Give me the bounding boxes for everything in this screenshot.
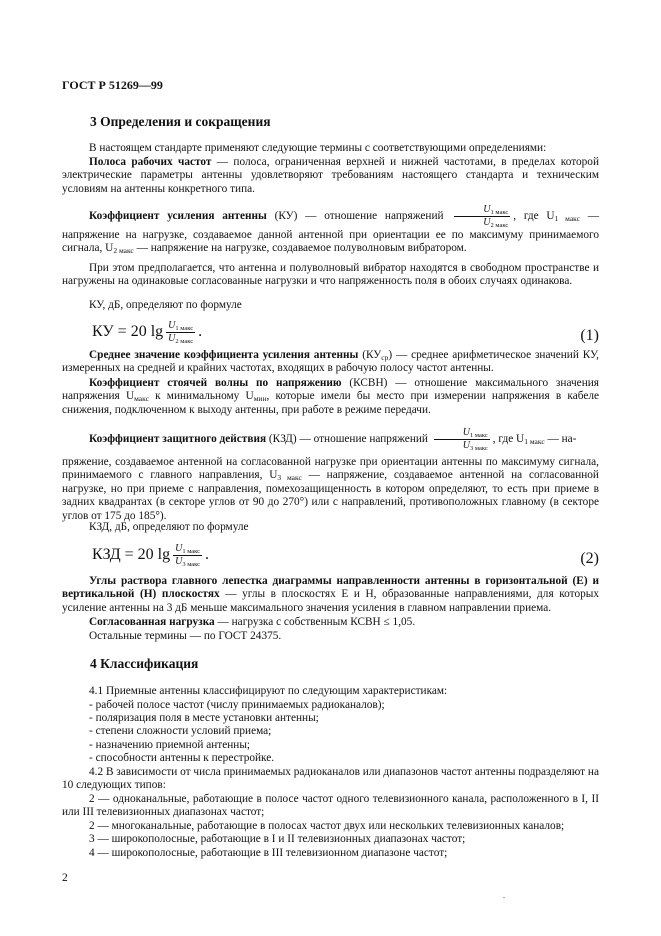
ku-fraction: [454, 204, 510, 229]
band-term: Полоса рабочих частот: [89, 156, 212, 168]
avg-abbr: (КУ: [358, 349, 382, 361]
avg-def: ) — среднее арифметическое значений КУ, измеренных на средней и крайних частотах, входящих в рабочую полосу частот антенны.: [62, 349, 599, 375]
clause-4-1: 4.1 Приемные антенны классифицируют по следующим характеристикам:: [89, 685, 448, 697]
load-definition: [62, 616, 599, 629]
kzd-frac-den-sub: 3 макс: [470, 445, 488, 452]
eq1-den: U: [168, 333, 176, 344]
other-terms: Остальные термины — по ГОСТ 24375.: [89, 630, 282, 642]
eq1-den-sub: 2 макс: [175, 338, 194, 345]
eq2-lhs: КЗД = 20 lg: [92, 546, 171, 564]
ksvn-def1: (КСВН) — отношение максимального значения напряжения U: [62, 377, 599, 403]
ku-def1: — напряжение на нагрузке, создаваемое данной антенной при ориентации ее по максимуму принимаемого сигнала, U: [62, 210, 600, 255]
kzd-formula-intro: КЗД, дБ, определяют по формуле: [89, 521, 249, 533]
angles-term: Углы раствора главного лепестка диаграммы направленности антенны в горизонтальной (Е) и вертикальной (Н) плоскостях: [62, 575, 599, 601]
footer-mark: .: [503, 891, 505, 900]
ku-frac-den: U: [483, 217, 491, 228]
ku-frac-den-sub: 2 макс: [490, 222, 509, 229]
kzd-definition-cont: [62, 456, 599, 523]
section-3-title: 3 Определения и сокращения: [90, 114, 271, 129]
list-item: - способности антенны к перестройке.: [89, 752, 275, 764]
eq2-num-sub: 1 макс: [182, 548, 201, 555]
kzd-def1: пряжение, создаваемое антенной на согласованной нагрузке при ориентации антенны по максимуму сигнала, принимаемого с главного направления, U: [62, 456, 599, 482]
type-item: 2 — многоканальные, работающие в полосах частот двух или нескольких телевизионных каналов;: [89, 820, 565, 832]
kzd-frac-den: U: [462, 440, 471, 451]
kzd-def2: — напряжение, создаваемое антенной на согласованной нагрузке, но при приеме с направления, помехозащищенность в котором определяют, то есть при приеме в задних квадрантах (в секторе углов от 90 до 270°) или с направлений, противоположных главному (в секторе углов от 175 до 185°).: [62, 469, 599, 522]
page-number: 2: [62, 872, 68, 884]
eq1-lhs: КУ = 20 lg: [92, 323, 164, 341]
eq2-number: (2): [580, 550, 599, 567]
kzd-abbr: (КЗД) — отношение напряжений: [266, 433, 431, 446]
equation-2: [62, 543, 599, 571]
kzd-definition: [62, 427, 599, 452]
document-header: ГОСТ Р 51269—99: [62, 78, 163, 92]
list-item: - поляризация поля в месте установки антенны;: [89, 712, 319, 724]
ksvn-definition: [62, 377, 599, 417]
ku-where: , где U: [513, 210, 555, 223]
kzd-frac-num: U: [462, 427, 471, 438]
kzd-fraction: [434, 427, 490, 452]
ku-term: Коэффициент усиления антенны: [89, 210, 267, 223]
load-def: — нагрузка с собственным КСВН ≤ 1,05.: [214, 616, 416, 628]
intro-text: В настоящем стандарте применяют следующие термины с соответствующими определениями:: [89, 142, 547, 154]
ksvn-def2: к минимальному U: [148, 390, 254, 403]
eq1-tail: .: [198, 323, 203, 341]
eq1-num: U: [168, 320, 176, 331]
eq2-den: U: [175, 556, 183, 567]
angles-definition: [62, 575, 599, 615]
equation-1: [62, 320, 599, 348]
list-item: - рабочей полосе частот (числу принимаемых радиоканалов);: [89, 699, 385, 711]
ksvn-term: Коэффициент стоячей волны по напряжению: [89, 377, 342, 389]
eq2-num: U: [175, 543, 183, 554]
ku-abbr: (КУ) — отношение напряжений: [266, 210, 452, 223]
kzd-frac-num-sub: 1 макс: [470, 432, 488, 439]
eq2-tail: .: [205, 546, 210, 564]
ku-frac-num-sub: 1 макс: [490, 209, 509, 216]
list-item: - степени сложности условий приема;: [89, 725, 272, 737]
ku-frac-num: U: [483, 204, 491, 215]
band-def: — полоса, ограниченная верхней и нижней частотами, в пределах которой электрические параметры антенны удовлетворяют требованиям настоящего стандарта и техническим условиям на антенны конкретного типа.: [62, 156, 599, 195]
ku-formula-intro: КУ, дБ, определяют по формуле: [89, 299, 242, 311]
type-item: 3 — широкополосные, работающие в I и II телевизионных диапазонах частот;: [89, 833, 466, 845]
kzd-where-sub: 1 макс: [524, 437, 545, 447]
ku-note: При этом предполагается, что антенна и полуволновый вибратор находятся в свободном пространстве и нагружены на одинаковые согласованные нагрузки и что напряженность поля в обоих случаях одинакова.: [62, 262, 599, 288]
clause-4-2: 4.2 В зависимости от числа принимаемых радиоканалов или диапазонов частот антенны подразделяют на 10 следующих типов:: [62, 766, 599, 792]
ku-def2: — напряжение на нагрузке, создаваемое полуволновым вибратором.: [133, 242, 467, 255]
eq2-den-sub: 3 макс: [182, 561, 201, 568]
type-item: 4 — широкополосные, работающие в III телевизионном диапазоне частот;: [89, 847, 448, 859]
ku-where-sub: 1 макс: [554, 214, 580, 224]
avg-abbr-sub: ср: [381, 353, 389, 362]
eq1-number: (1): [580, 327, 599, 344]
intro-paragraph: [62, 142, 599, 155]
eq1-num-sub: 1 макс: [175, 325, 194, 332]
kzd-def1-sub: 3 макс: [277, 473, 302, 483]
ku-def1-sub: 2 макс: [113, 246, 134, 256]
list-item: - назначению приемной антенны;: [89, 739, 251, 751]
ku-definition: [62, 204, 599, 256]
avg-definition: [62, 349, 599, 376]
kzd-term: Коэффициент защитного действия: [89, 433, 267, 446]
ksvn-sub1: макс: [134, 394, 149, 404]
band-definition: [62, 156, 599, 196]
eq1-fraction: [166, 320, 195, 345]
avg-term: Среднее значение коэффициента усиления антенны: [89, 349, 359, 361]
eq2-fraction: [173, 543, 202, 568]
kzd-where: , где U: [492, 433, 525, 446]
ksvn-sub2: мин: [253, 394, 267, 404]
kzd-where-tail: — на-: [544, 433, 577, 446]
angles-def: — углы в плоскостях E и H, образованные направлениями, для которых усиление антенны на 3 дБ меньше максимального значения усиления в главном направлении приема.: [62, 588, 599, 614]
section-4-title: 4 Классификация: [90, 656, 199, 671]
type-item: 2 — одноканальные, работающие в полосе частот одного телевизионного канала, расположенного в I, II или III телевизионных диапазонах частот;: [62, 793, 599, 819]
ksvn-def3: , которые имели бы место при измерении напряжения в кабеле снижения, подключенном к выходу антенны, при работе в режиме передачи.: [62, 390, 599, 416]
load-term: Согласованная нагрузка: [89, 616, 215, 628]
